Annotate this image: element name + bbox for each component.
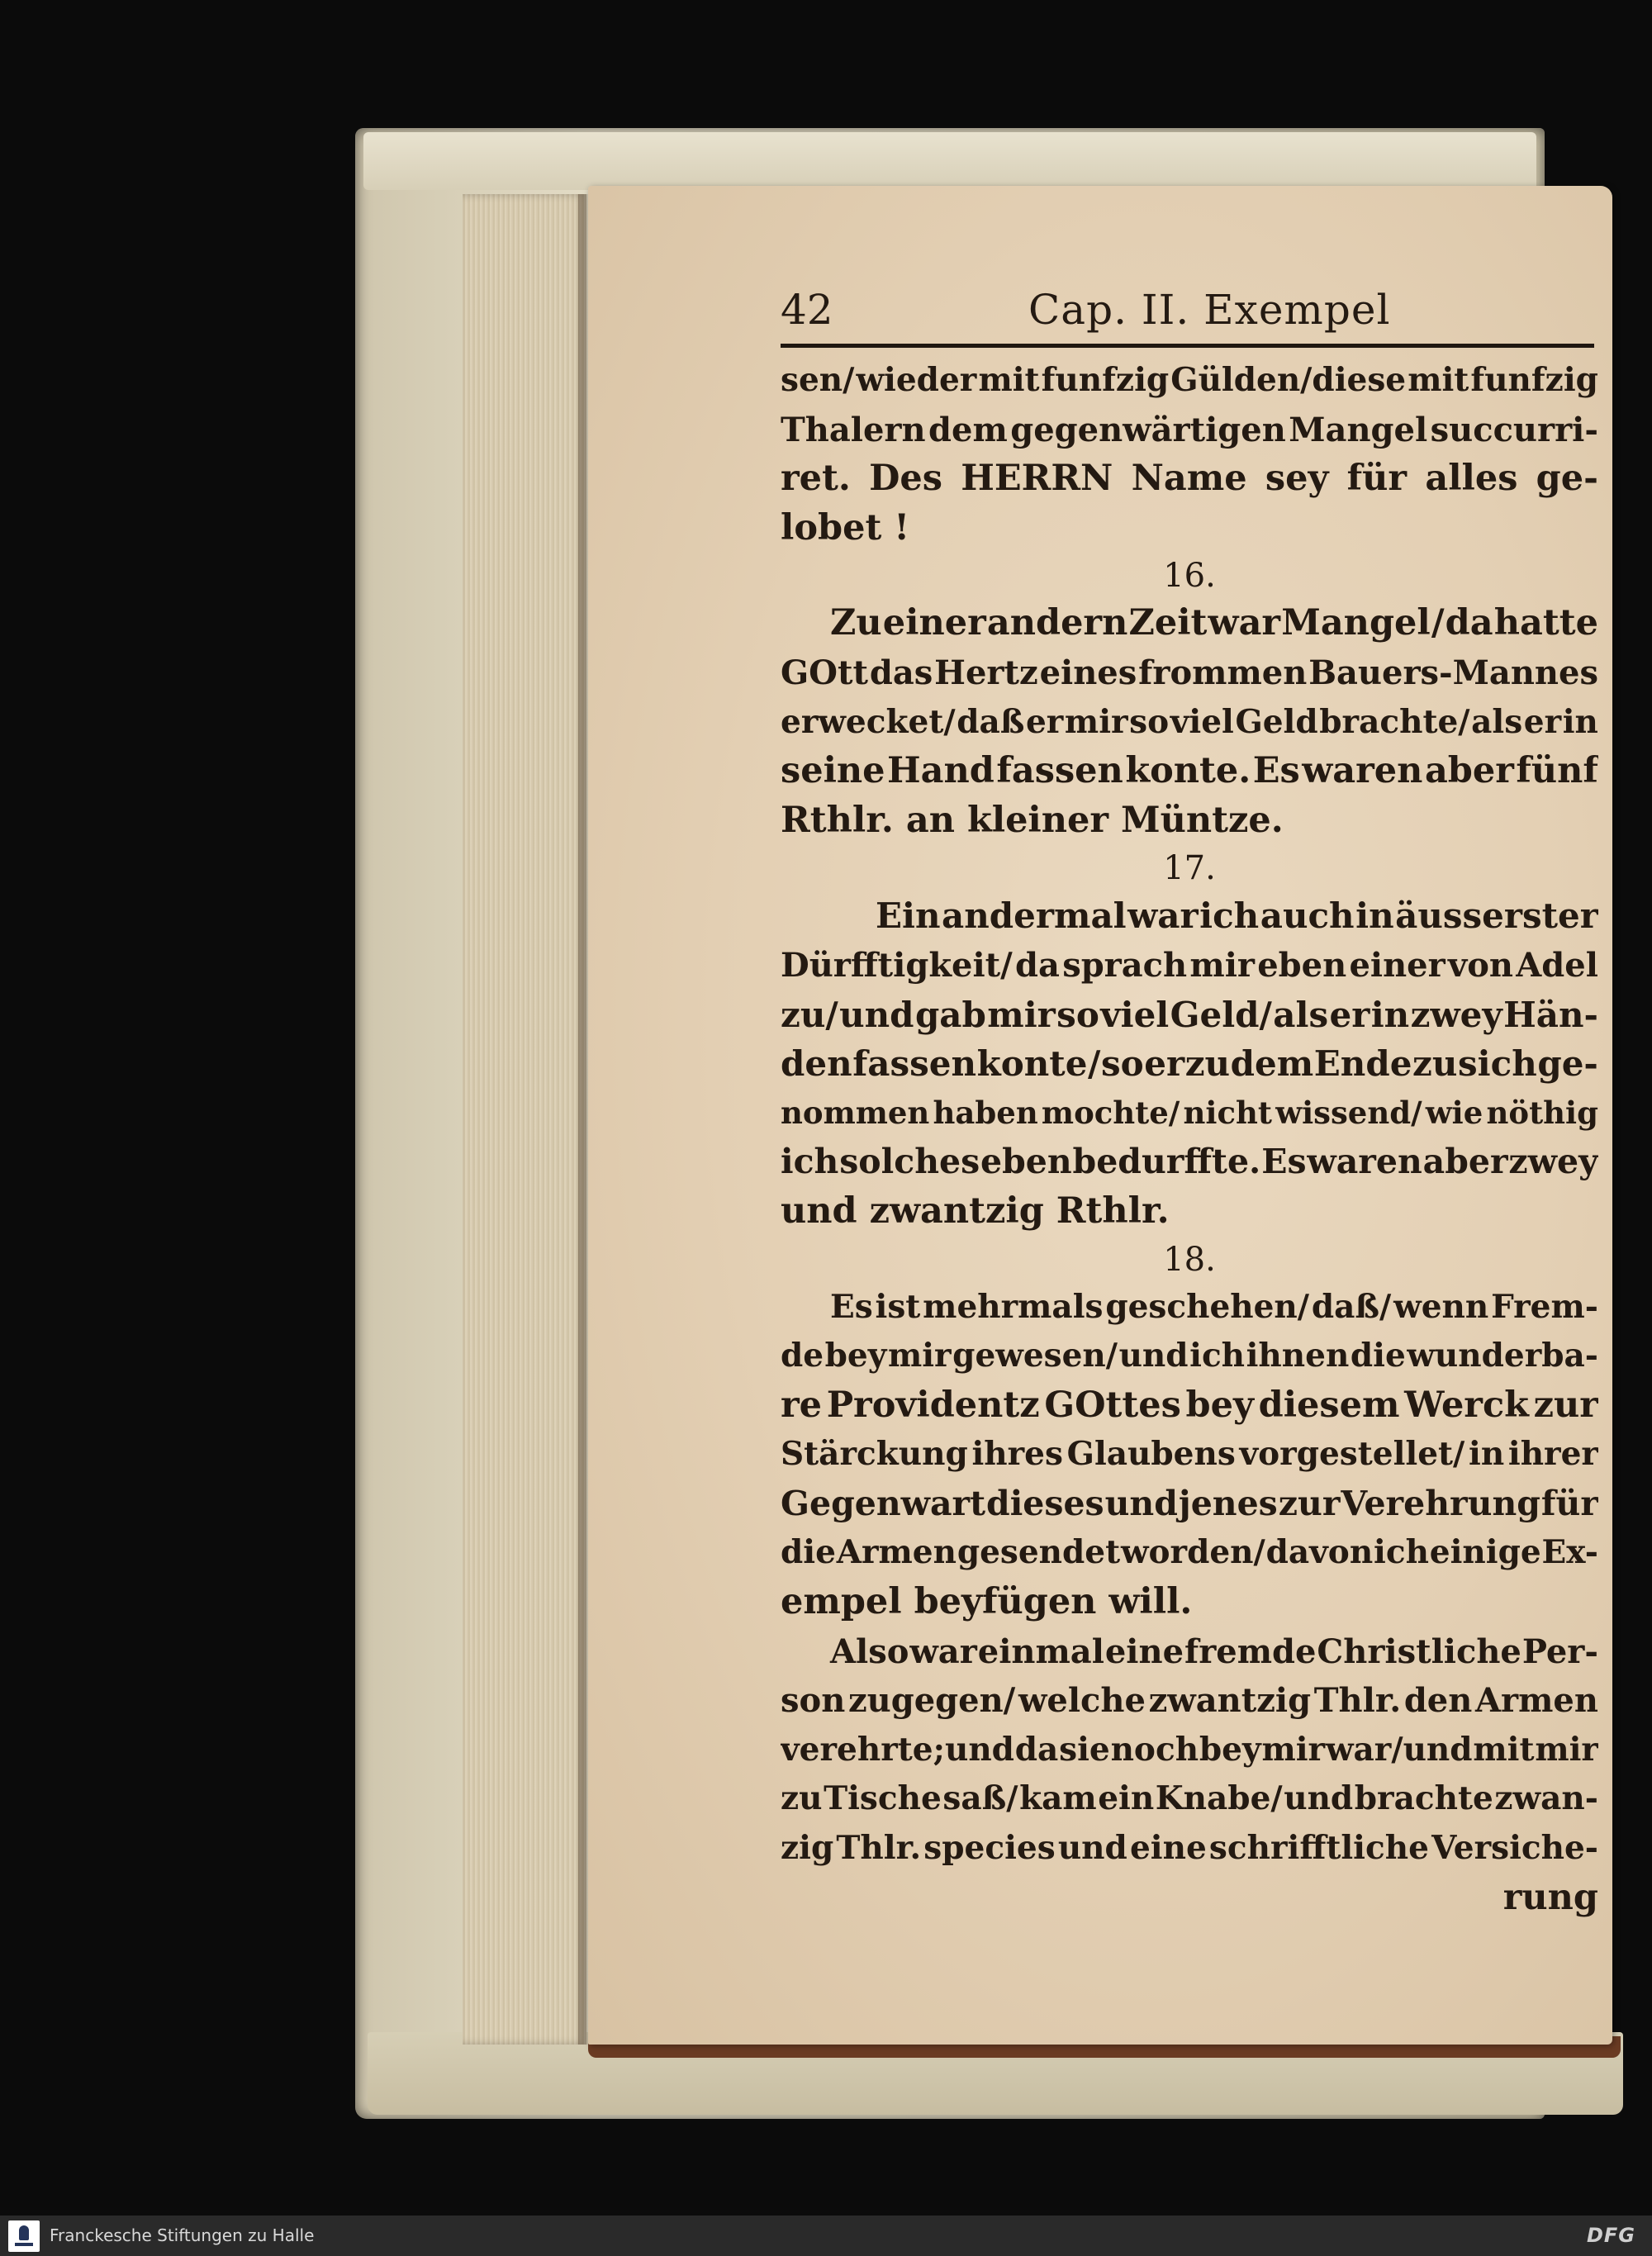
text-line: den fassen konte / so er zu dem Ende zu sich ge- <box>781 1043 1598 1085</box>
text-line: ich solches eben bedurffte. Es waren aber zwey <box>781 1142 1598 1182</box>
text-line: sen/ wieder mit funfzig Gülden/diese mit funfzig <box>781 361 1598 399</box>
text-line: nommen haben mochte/ nicht wissend/ wie nöthig <box>781 1094 1598 1131</box>
text-line: und zwantzig Rthlr. <box>781 1190 1170 1232</box>
text-line: zig Thlr. species und eine schrifftliche Versiche- <box>781 1829 1598 1868</box>
text-line: son zugegen/ welche zwantzig Thlr. den Armen <box>781 1681 1598 1721</box>
text-line: Thalern dem gegenwärtigen Mangel succurri- <box>781 410 1598 449</box>
header-rule <box>781 344 1594 348</box>
institution-logo-icon <box>8 2220 40 2252</box>
running-head <box>781 281 1598 339</box>
text-line: Es ist mehrmals geschehen/ daß/ wenn Frem- <box>830 1287 1598 1326</box>
text-line: de bey mir gewesen/ und ich ihnen die wunderba- <box>781 1337 1598 1375</box>
running-head-title: Cap. II. Exempel <box>1028 286 1391 334</box>
book-cover-top-edge <box>363 132 1536 190</box>
section-number: 18. <box>1163 1240 1216 1279</box>
section-number: 16. <box>1163 557 1216 596</box>
text-line: Stärckung ihres Glaubens vorgestellet/ in ihrer <box>781 1435 1598 1474</box>
text-line: erwecket/ daß er mir so viel Geld brachte/ als er in <box>781 702 1598 741</box>
page-body <box>781 356 1598 1922</box>
text-line: Zu einer andern Zeit war Mangel / da hatte <box>830 602 1598 644</box>
dfg-logo: DFG <box>1586 2224 1635 2247</box>
institution-name: Franckesche Stiftungen zu Halle <box>50 2225 315 2245</box>
viewer-footer <box>0 2216 1652 2256</box>
text-line: Rthlr. an kleiner Müntze. <box>781 799 1284 841</box>
text-line: re Providentz GOttes bey diesem Werck zur <box>781 1384 1598 1426</box>
text-line: Also war einmal eine fremde Christliche Per- <box>830 1631 1598 1671</box>
text-line: zu Tische saß/ kam ein Knabe/ und brachte zwan- <box>781 1779 1598 1818</box>
page-text-block <box>781 281 1598 1922</box>
text-line: verehrte;und da sie noch bey mir war/und mit mir <box>781 1730 1598 1769</box>
text-line: Gegenwart dieses und jenes zur Verehrung für <box>781 1483 1598 1523</box>
text-line: ret. Des HERRN Name sey für alles ge- <box>781 458 1598 500</box>
text-line: Ein andermal war ich auch in äusserster <box>876 895 1598 937</box>
page-stack-edges <box>463 194 586 2045</box>
text-line: rung <box>1502 1876 1598 1918</box>
text-line: Dürfftigkeit/ da sprach mir eben einer von Adel <box>781 945 1598 985</box>
text-line: zu/ und gab mir so viel Geld/ als er in zwey Hän- <box>781 994 1598 1035</box>
text-line: empel beyfügen will. <box>781 1581 1193 1623</box>
page-number: 42 <box>781 286 833 334</box>
text-line: die Armen gesendet worden/ davon ich einige Ex- <box>781 1533 1598 1572</box>
text-line: seine Hand fassen konte. Es waren aber fünf <box>781 750 1598 792</box>
section-number: 17. <box>1163 849 1216 888</box>
text-line: GOtt das Hertz eines frommen Bauers-Mannes <box>781 653 1598 692</box>
text-line: lobet ! <box>781 506 910 549</box>
